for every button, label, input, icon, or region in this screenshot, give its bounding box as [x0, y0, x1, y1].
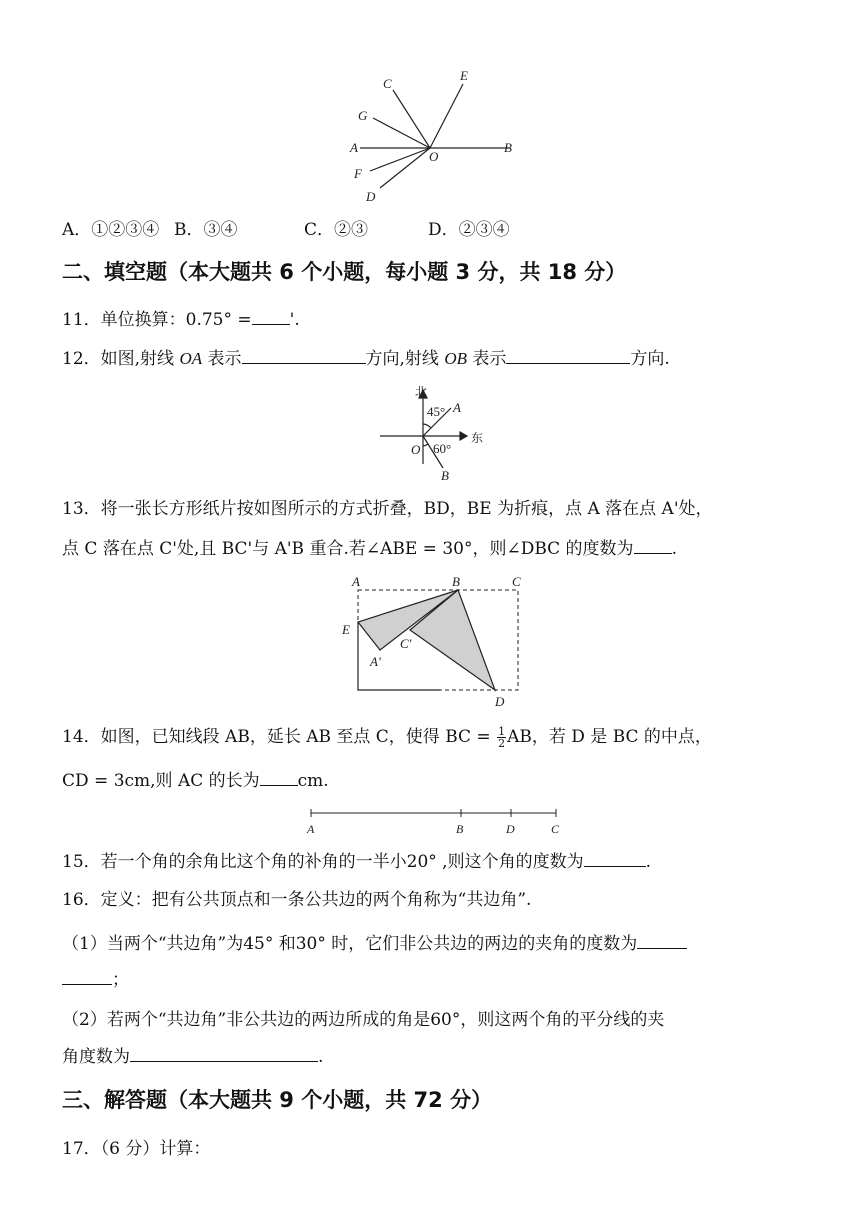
question-16-part2: （2）若两个“共边角”非公共边的两边所成的角是60°，则这两个角的平分线的夹	[62, 1010, 665, 1030]
label-g: G	[358, 108, 368, 123]
label-d: D	[495, 694, 505, 709]
angle-rays-figure	[340, 68, 530, 208]
label-e: E	[342, 622, 350, 637]
option-b: B．③④	[174, 220, 238, 240]
angle-45-label: 45°	[427, 404, 446, 419]
label-b: B	[456, 822, 464, 836]
north-label: 北	[415, 385, 428, 399]
label-a: A	[350, 140, 358, 155]
question-11: 11．单位换算：0.75° = '.	[62, 310, 300, 330]
label-c: C	[551, 822, 560, 836]
question-16-part1-cont: ；	[62, 968, 129, 992]
label-c-prime: C'	[400, 636, 412, 651]
option-c: C．②③	[304, 220, 369, 240]
fraction-one-half: $\frac{1}{2}$	[498, 725, 506, 750]
point-o-label: O	[411, 442, 421, 457]
label-b: B	[452, 574, 460, 589]
question-15: 15．若一个角的余角比这个角的补角的一半小20° ,则这个角的度数为 .	[62, 852, 651, 872]
label-e: E	[460, 68, 468, 83]
question-13-line1: 13．将一张长方形纸片按如图所示的方式折叠，BD，BE 为折痕，点 A 落在点 A'处，	[62, 499, 713, 519]
question-14-line2: CD = 3cm,则 AC 的长为 cm.	[62, 771, 329, 791]
folded-paper-figure	[340, 572, 540, 712]
label-f: F	[354, 166, 362, 181]
question-16-part1: （1）当两个“共边角”为45° 和30° 时，它们非公共边的两边的夹角的度数为	[62, 932, 687, 956]
point-a-label: A	[453, 400, 461, 415]
question-12: 12．如图,射线 OA 表示 方向,射线 OB 表示 方向.	[62, 349, 670, 369]
angle-60-label: 60°	[433, 441, 452, 456]
question-16-part2-cont: 角度数为 .	[62, 1047, 324, 1067]
direction-figure	[375, 384, 490, 484]
q10-options	[62, 218, 510, 242]
label-d: D	[366, 189, 376, 204]
question-14-line1: 14．如图，已知线段 AB，延长 AB 至点 C，使得 BC = $\frac{1}{2}$ AB，若 D 是 BC 的中点，	[62, 725, 712, 750]
option-a: A．①②③④	[62, 220, 160, 240]
label-a: A	[352, 574, 360, 589]
label-d: D	[506, 822, 515, 836]
label-c: C	[383, 76, 392, 91]
point-b-label: B	[441, 468, 449, 483]
section-3-title: 三、解答题（本大题共 9 个小题，共 72 分）	[62, 1088, 493, 1112]
label-o: O	[429, 149, 439, 164]
option-d: D．②③④	[428, 220, 510, 240]
question-13-line2: 点 C 落在点 C'处,且 BC'与 A'B 重合.若∠ABE = 30°，则∠DBC 的度数为 .	[62, 539, 677, 559]
line-segment-figure	[305, 805, 565, 840]
label-b: B	[504, 140, 512, 155]
label-a: A	[307, 822, 315, 836]
question-16-definition: 16．定义：把有公共顶点和一条公共边的两个角称为“共边角”.	[62, 890, 532, 910]
section-2-title: 二、填空题（本大题共 6 个小题，每小题 3 分，共 18 分）	[62, 260, 627, 284]
label-c: C	[512, 574, 521, 589]
label-a-prime: A'	[370, 654, 381, 669]
question-17: 17．（6 分）计算：	[62, 1139, 211, 1159]
east-label: 东	[471, 431, 484, 445]
